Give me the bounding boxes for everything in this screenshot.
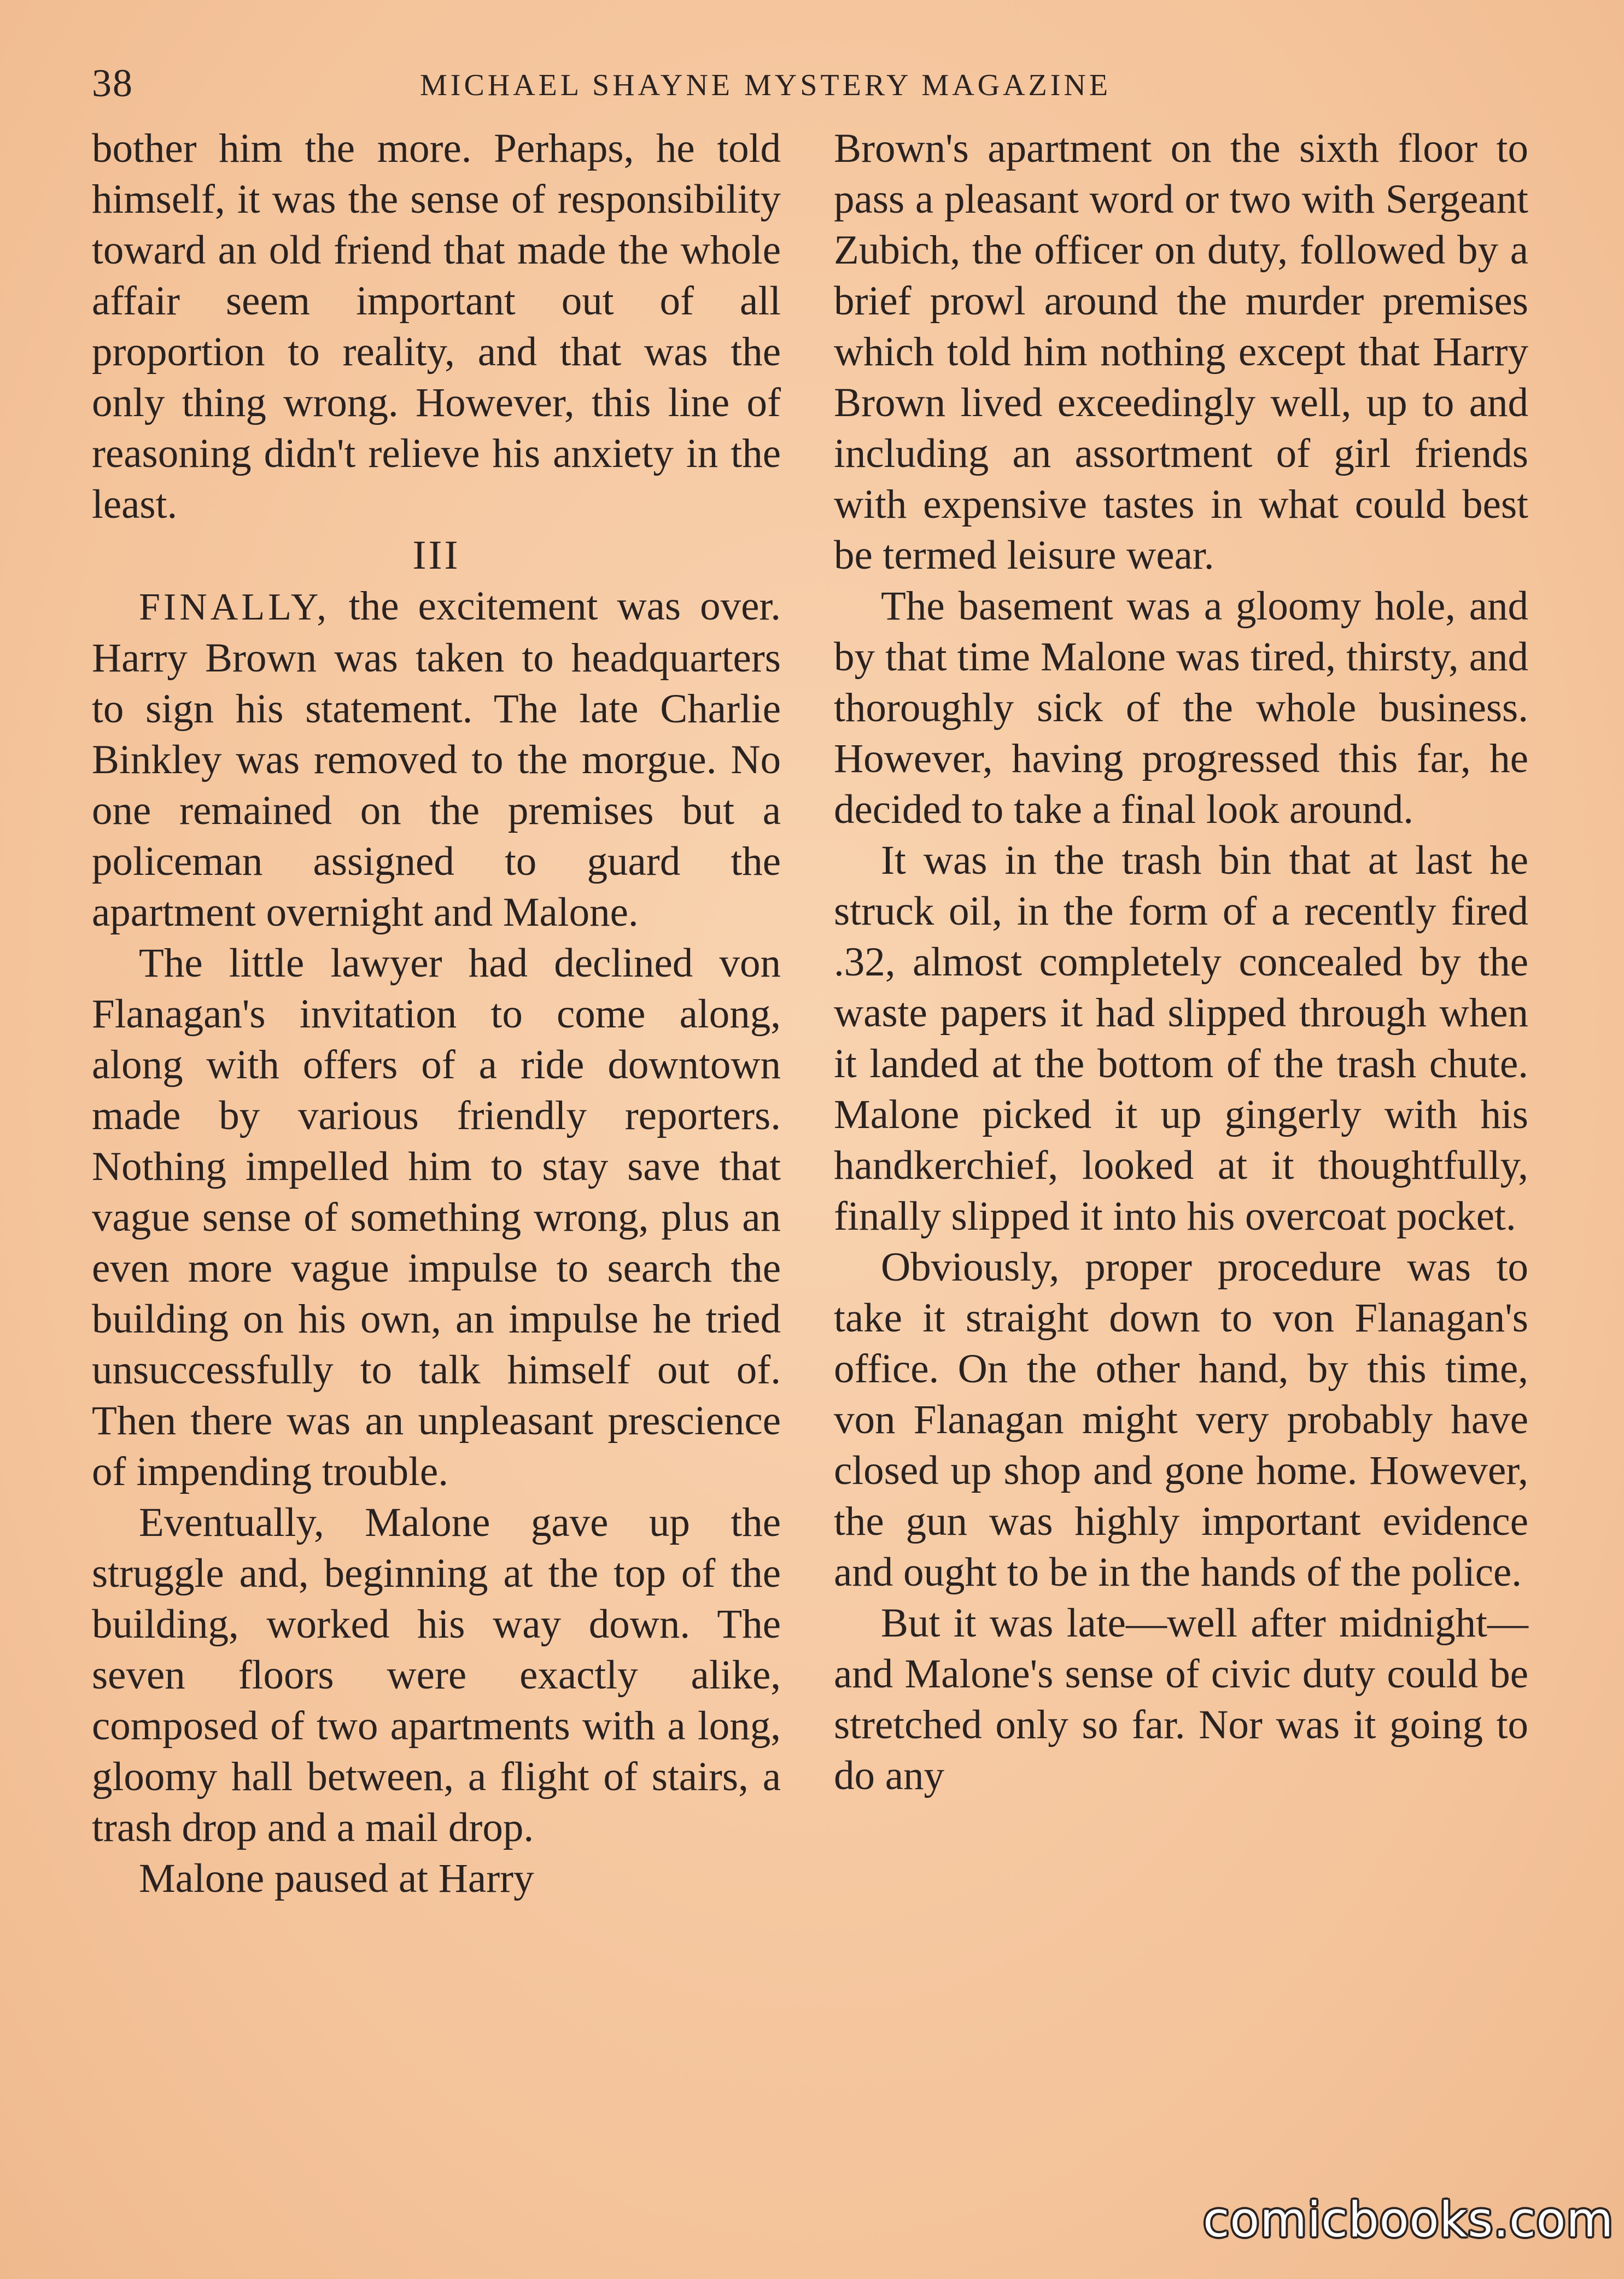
chapter-heading (92, 530, 781, 581)
paragraph: The basement was a gloomy hole, and by that time Malone was tired, thirsty, and thoroughly sick of the whole business. However, having progressed this far, he decided to take a final look around. (834, 583, 1528, 832)
paragraph: bother him the more. Perhaps, he told himself, it was the sense of responsibility toward an old friend that made the whole affair seem important out of all proportion to reality, and that was the only thing wrong. However, this line of reasoning didn't relieve his anxiety in the least. (92, 126, 781, 527)
paragraph: Brown's apartment on the sixth floor to pass a pleasant word or two with Sergeant Zubich, the officer on duty, followed by a brief prowl around the murder premises which told him nothing except that Harry Brown lived exceedingly well, up to and including an assortment of girl friends with expensive tastes in what could best be termed leisure wear. (834, 126, 1528, 578)
paragraph: It was in the trash bin that at last he struck oil, in the form of a recently fired .32, almost completely concealed by the waste papers it had slipped through when it landed at the bottom of the trash chute. Malone picked it up gingerly with his handkerchief, looked at it thoughtfully, finally slipped it into his overcoat pocket. (834, 838, 1528, 1239)
paragraph-text: the excitement was over. Harry Brown was taken to headquarters to sign his statement. The late Charlie Binkley was removed to the morgue. No one remained on the premises but a policeman assigned to guard the apartment overnight and Malone. (92, 583, 781, 935)
page-header (92, 56, 1535, 116)
page-number: 38 (92, 61, 133, 105)
lead-word: FINALLY, (139, 586, 330, 628)
paragraph: The little lawyer had declined von Flanagan's invitation to come along, along with offers of a ride downtown made by various friendly reporters. Nothing impelled him to stay save that vague sense of something wrong, plus an even more vague impulse to search the building on his own, an impulse he tried unsuccessfully to talk himself out of. Then there was an unpleasant prescience of impending trouble. (92, 940, 781, 1494)
paragraph: But it was late—well after midnight—and Malone's sense of civic duty could be stretched only so far. Nor was it going to do any (834, 1600, 1528, 1798)
paragraph: Obviously, proper procedure was to take it straight down to von Flanagan's office. On the other hand, by this time, von Flanagan might very probably have closed up shop and gone home. However, the gun was highly important evidence and ought to be in the hands of the police. (834, 1244, 1528, 1595)
chapter-number: III (412, 533, 460, 578)
running-title: MICHAEL SHAYNE MYSTERY MAGAZINE (420, 68, 1112, 102)
paragraph: Eventually, Malone gave up the struggle and, beginning at the top of the building, worked his way down. The seven floors were exactly alike, composed of two apartments with a long, gloomy hall between, a flight of stairs, a trash drop and a mail drop. (92, 1500, 781, 1850)
paragraph (92, 581, 781, 938)
right-column (834, 123, 1528, 1801)
left-column (92, 123, 781, 1904)
paragraph: Malone paused at Harry (139, 1856, 534, 1901)
site-watermark: comicbooks.com (1203, 2192, 1614, 2248)
